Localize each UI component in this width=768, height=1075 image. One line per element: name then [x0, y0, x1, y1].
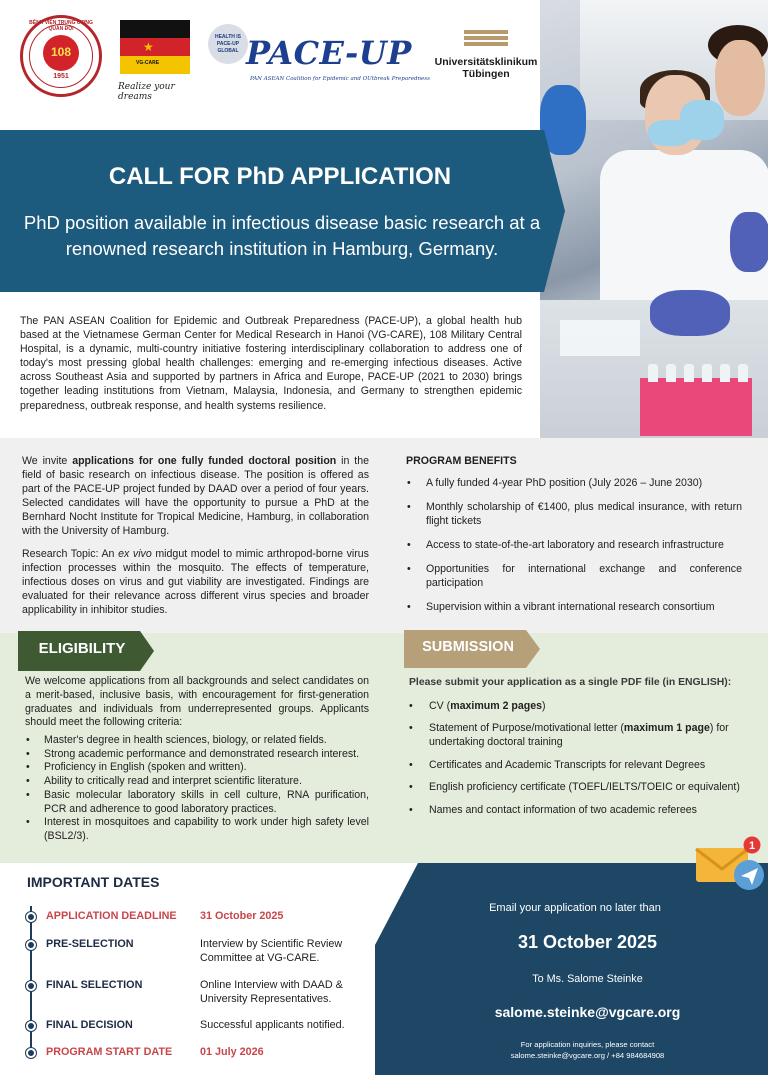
notification-badge-count: 1 [748, 840, 756, 852]
list-item: • Opportunities for international exchange and conference participation [406, 562, 742, 590]
position-highlight: applications for one fully funded doctoral position [72, 455, 337, 467]
date-label-deadline: APPLICATION DEADLINE [46, 910, 177, 922]
email-lead-text: Email your application no later than [489, 902, 661, 914]
date-value-start: 01 July 2026 [200, 1046, 264, 1058]
research-topic-paragraph: Research Topic: An ex vivo midgut model to mimic arthropod-borne virus infection processes within the mosquito. The effects of temperature, infectious doses on virus and gut viability are investigated. Findings are evaluated for their relevance across different virus species and broader applicability in inhibitor studies. [22, 547, 369, 616]
list-item: • Certificates and Academic Transcripts for relevant Degrees [409, 758, 743, 772]
globe-icon: HEALTH IS PACE-UP GLOBAL [208, 24, 248, 64]
list-item: • Names and contact information of two academic referees [409, 803, 743, 817]
paceup-subtitle: PAN ASEAN Coalition for Epidemic and OUtbreak Preparedness [250, 76, 430, 82]
date-value-deadline: 31 October 2025 [200, 910, 284, 922]
eligibility-heading: ELIGIBILITY [38, 640, 126, 657]
submission-heading: SUBMISSION [422, 639, 514, 655]
intro-paragraph: The PAN ASEAN Coalition for Epidemic and Outbreak Preparedness (PACE-UP), a global health hub based at the Vietnamese German Center for Medical Research in Hanoi (VG-CARE), 108 Military Central Hospital, is a dynamic, multi-country initiative fostering interdisciplinary collaboration to address one of today's most pressing global health challenges: emerging and re-emerging infectious diseases. Active across Southeast Asia and supported by partners in Africa and Europe, PACE-UP (2021 to 2030) brings together leading institutions from Vietnam, Malaysia, Indonesia, and Germany to strengthen epidemic preparedness, outbreak response, and health systems resilience. [20, 315, 522, 412]
date-label-start: PROGRAM START DATE [46, 1046, 173, 1058]
list-item: • Access to state-of-the-art laboratory and research infrastructure [406, 538, 742, 552]
date-label-final-decision: FINAL DECISION [46, 1019, 133, 1031]
timeline-dot [26, 912, 36, 922]
page-subtitle: PhD position available in infectious disease basic research at a renowned research institution in Hamburg, Germany. [23, 212, 541, 259]
list-item: • English proficiency certificate (TOEFL/IELTS/TOEIC or equivalent) [409, 780, 743, 794]
list-item: • Supervision within a vibrant international research consortium [406, 600, 742, 614]
star-icon: ★ [143, 40, 154, 54]
submission-list [409, 699, 743, 825]
invite-paragraph: We invite applications for one fully funded doctoral position in the field of basic research on infectious disease. The position is offered as part of the PACE-UP project funded by DAAD over a period of four years. Selected candidates will have the opportunity to pursue a PhD at the Bernhard Nocht Institute for Tropical Medicine, Hamburg, in collaboration with the University of Hamburg. [22, 455, 369, 538]
list-item: • Proficiency in English (spoken and written). [25, 761, 369, 775]
eligibility-list [25, 734, 369, 844]
date-label-preselection: PRE-SELECTION [46, 938, 134, 950]
hospital-year: 1951 [53, 73, 69, 80]
contact-person: To Ms. Salome Steinke [532, 973, 643, 985]
ukt-logo [430, 30, 542, 86]
ex-vivo-term: ex vivo [118, 547, 152, 560]
ukt-name-line1: Universitätsklinikum [434, 56, 538, 68]
deadline-date: 31 October 2025 [517, 932, 658, 952]
contact-panel [0, 863, 768, 1075]
submission-intro: Please submit your application as a single PDF file (in ENGLISH): [409, 677, 732, 688]
hospital-ring-text: BỆNH VIỆN TRUNG ƯƠNG QUÂN ĐỘI [29, 20, 93, 32]
list-item: • Ability to critically read and interpret scientific literature. [25, 775, 369, 789]
dates-heading: IMPORTANT DATES [27, 874, 160, 890]
list-item: • Master's degree in health sciences, biology, or related fields. [25, 734, 369, 748]
list-item: • Interest in mosquitoes and capability to work under high safety level (BSL2/3). [25, 816, 369, 843]
date-value-final-decision: Successful applicants notified. [200, 1019, 345, 1031]
invite-text [22, 454, 369, 625]
inquiry-text: For application inquiries, please contact salome.steinke@vgcare.org / +84 984684908 [510, 1040, 665, 1060]
timeline-dot [26, 1021, 36, 1031]
timeline-dot [26, 981, 36, 991]
benefits-list [406, 476, 742, 624]
eligibility-intro: We welcome applications from all backgrounds and select candidates on a merit-based, inclusive basis, with encouragement for first-generation graduates and individuals from underrepresented groups. Applicants should meet the following criteria: [25, 675, 369, 729]
paceup-wordmark: PACE-UP [246, 34, 412, 72]
date-value-preselection: Interview by Scientific Review Committee at VG-CARE. [200, 938, 343, 964]
hospital-108-logo [20, 15, 102, 97]
hospital-number: 108 [50, 45, 72, 59]
timeline-dot [26, 1048, 36, 1058]
list-item: • Strong academic performance and demonstrated research interest. [25, 748, 369, 762]
page-title: CALL FOR PhD APPLICATION [108, 163, 452, 190]
date-value-final-selection: Online Interview with DAAD & University Representatives. [200, 979, 343, 1005]
ukt-mark-icon [464, 30, 508, 54]
list-item: • Monthly scholarship of €1400, plus medical insurance, with return flight tickets [406, 500, 742, 528]
list-item: • Basic molecular laboratory skills in cell culture, RNA purification, PCR and adherence to good laboratory practices. [25, 789, 369, 816]
timeline-dot [26, 940, 36, 950]
benefits-heading: PROGRAM BENEFITS [406, 455, 517, 467]
list-item: • A fully funded 4-year PhD position (July 2026 – June 2030) [406, 476, 742, 490]
list-item: • Statement of Purpose/motivational letter (maximum 1 page) for undertaking doctoral training [409, 721, 743, 749]
call-banner [0, 130, 768, 292]
ukt-name-line2: Tübingen [462, 68, 510, 80]
list-item: • CV (maximum 2 pages) [409, 699, 743, 713]
contact-email-link[interactable]: salome.steinke@vgcare.org [494, 1004, 681, 1020]
envelope-icon [694, 836, 766, 896]
date-label-final-selection: FINAL SELECTION [46, 979, 143, 991]
vgcare-logo [118, 20, 190, 102]
paceup-logo [208, 22, 430, 86]
vgcare-label: VG-CARE [136, 60, 160, 66]
vgcare-tagline: Realize your dreams [118, 82, 175, 102]
